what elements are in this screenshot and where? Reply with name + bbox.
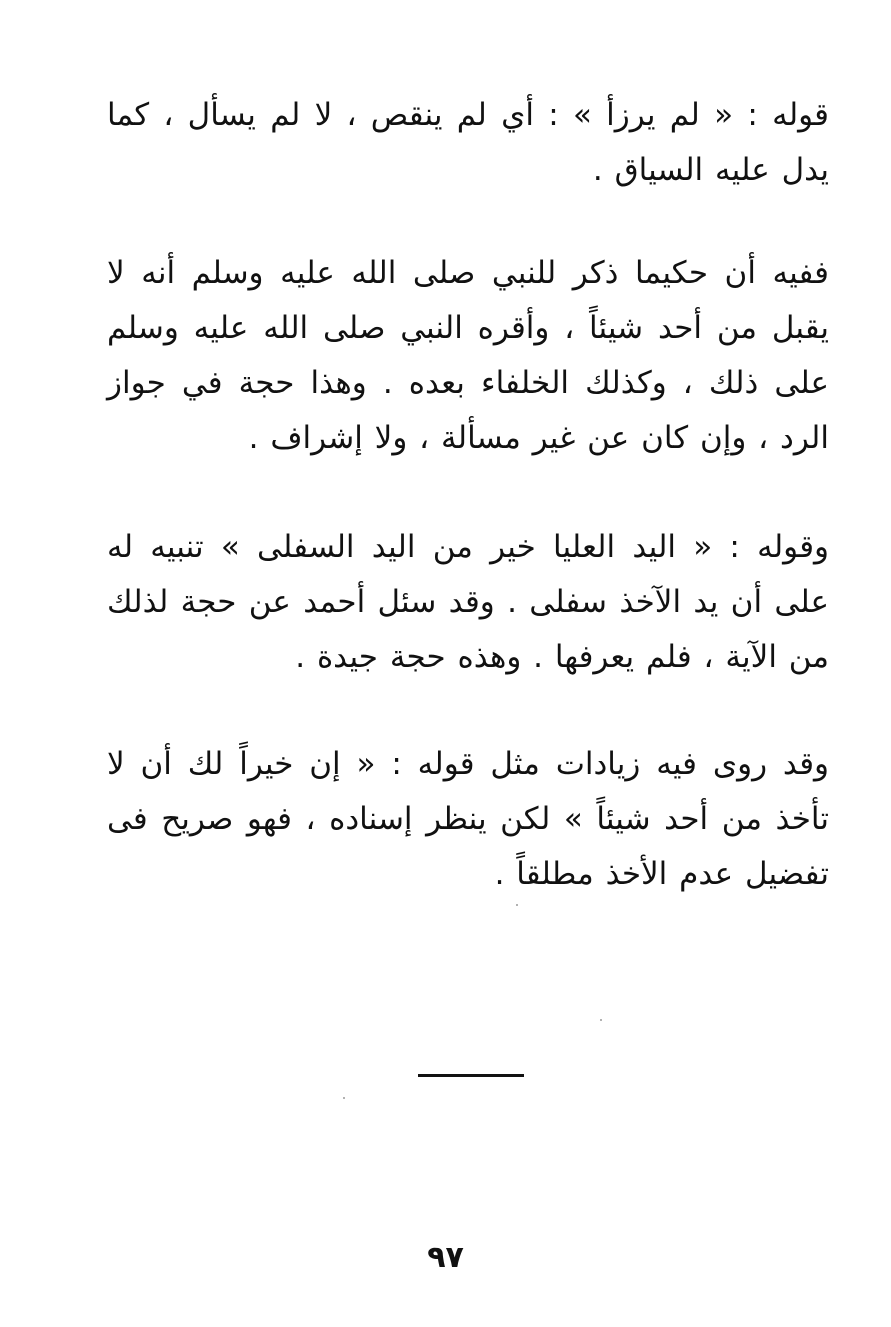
paragraph-4 [107,737,829,902]
scan-speck [600,1019,602,1021]
paragraph-2-text: ففيه أن حكيما ذكر للنبي صلى الله عليه وسلم أنه لا يقبل من أحد شيئاً ، وأقره النبي صلى الله عليه وسلم على ذلك ، وكذلك الخلفاء بعده . وهذا حجة في جواز الرد ، وإن كان عن غير مسألة ، ولا إشراف . [107,255,829,456]
scan-speck [343,1097,345,1099]
paragraph-3-text: وقوله : « اليد العليا خير من اليد السفلى » تنبيه له على أن يد الآخذ سفلى . وقد سئل أحمد عن حجة لذلك من الآية ، فلم يعرفها . وهذه حجة جيدة . [107,529,829,675]
paragraph-4-text: وقد روى فيه زيادات مثل قوله : « إن خيراً لك أن لا تأخذ من أحد شيئاً » لكن ينظر إسناده ، فهو صريح فى تفضيل عدم الأخذ مطلقاً . [107,746,829,892]
paragraph-1-text: قوله : « لم يرزأ » : أي لم ينقص ، لا لم يسأل ، كما يدل عليه السياق . [107,97,829,188]
paragraph-3 [107,520,829,685]
footnote-separator-rule [418,1074,524,1077]
paragraph-2 [107,246,829,466]
scan-speck [516,904,518,906]
paragraph-1 [107,88,829,198]
page-number: ٩٧ [427,1240,464,1275]
